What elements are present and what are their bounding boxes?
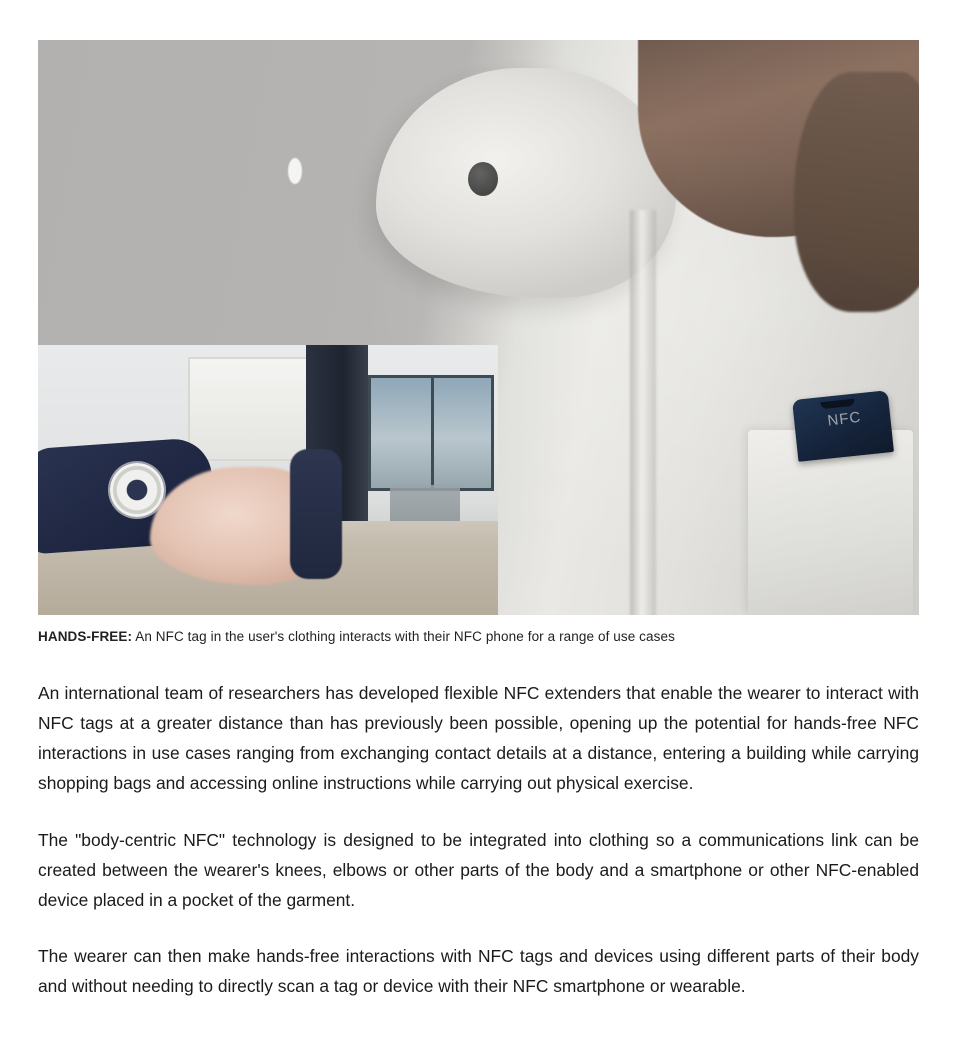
figure-caption — [38, 628, 919, 647]
nfc-icon: NFC — [826, 408, 863, 430]
article-paragraph: An international team of researchers has developed flexible NFC extenders that enable the wearer to interact with NFC tags at a greater distance than has previously been possible, opening up the potential for hands-free NFC interactions in use cases ranging from exchanging contact details at a distance, entering a building while carrying shopping bags and accessing online instructions while carrying out physical exercise. — [38, 682, 919, 793]
hair — [638, 40, 919, 237]
nfc-patch-icon — [110, 463, 164, 517]
wall-highlight — [288, 158, 302, 184]
inset-photo — [38, 345, 498, 615]
caption-lead: HANDS-FREE: — [38, 629, 133, 644]
sleeve-logo-icon — [468, 162, 498, 196]
inset-person-leg — [290, 449, 342, 579]
article-paragraph: The "body-centric NFC" technology is designed to be integrated into clothing so a communications link can be created between the wearer's knees, elbows or other parts of the body and a smartphone or other NFC-enabled device placed in a pocket of the garment. — [38, 829, 919, 910]
shirt-placket — [630, 210, 656, 615]
article-paragraph: The wearer can then make hands-free interactions with NFC tags and devices using different parts of their body and without needing to directly scan a tag or device with their NFC smartphone or wearable. — [38, 946, 919, 997]
inset-window — [368, 375, 494, 491]
figure-image — [38, 40, 919, 615]
article-figure — [38, 40, 919, 647]
caption-text: An NFC tag in the user's clothing interacts with their NFC phone for a range of use cases — [132, 629, 675, 644]
article-body — [38, 679, 919, 1002]
inset-whiteboard — [188, 357, 322, 461]
inset-room-background — [38, 345, 498, 615]
